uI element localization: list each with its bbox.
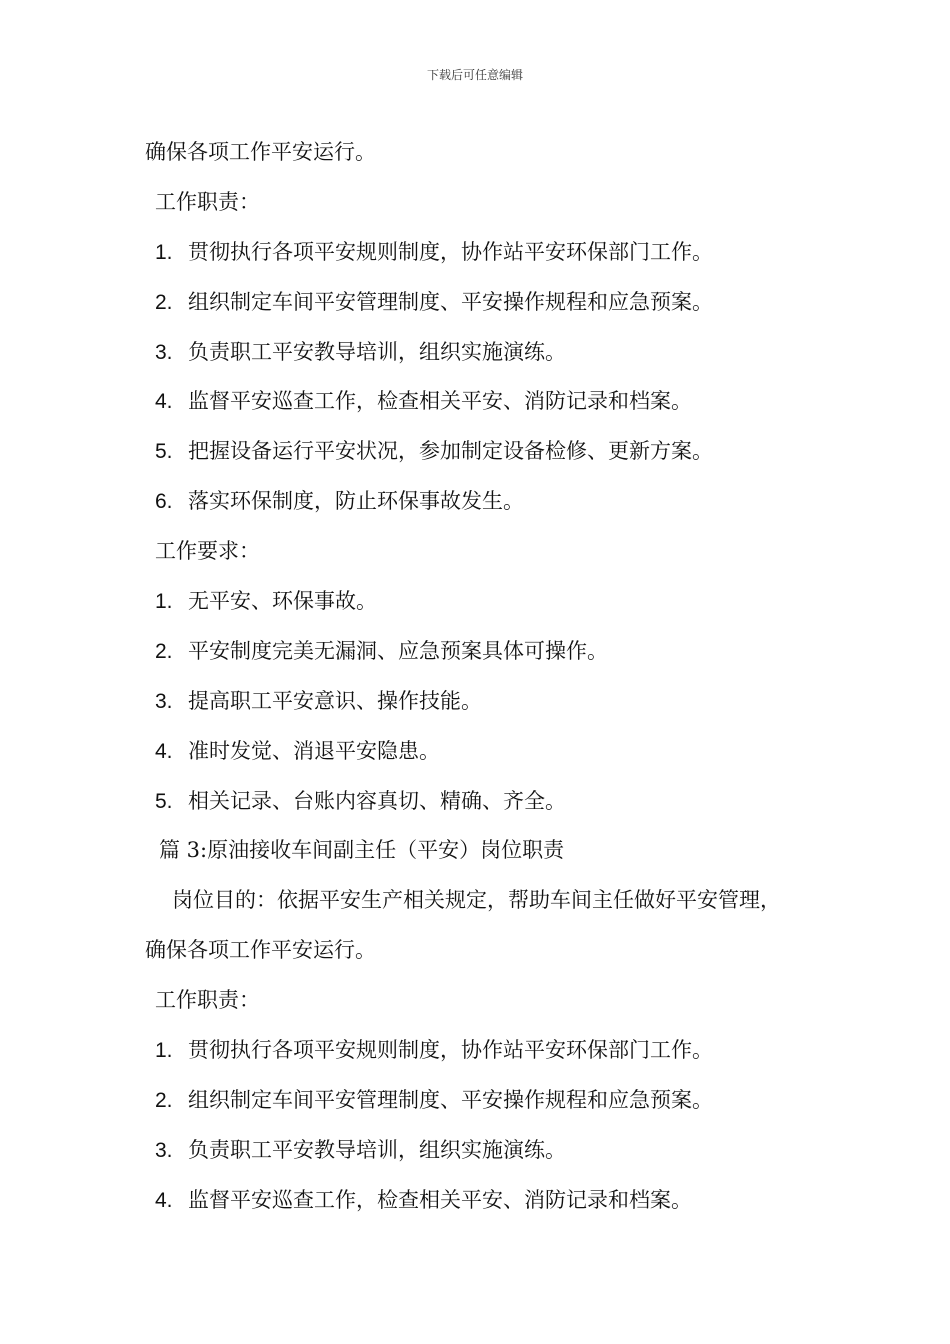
list-item bbox=[145, 1026, 835, 1076]
list-number: 5. bbox=[155, 440, 173, 464]
duties-heading: 工作职责： bbox=[155, 189, 260, 214]
list-item bbox=[145, 477, 835, 527]
list-item bbox=[145, 1176, 835, 1226]
list-number: 4. bbox=[155, 390, 173, 414]
list-text: 相关记录、台账内容真切、精确、齐全。 bbox=[188, 788, 566, 813]
list-number: 5. bbox=[155, 789, 173, 813]
list-item bbox=[145, 278, 835, 328]
list-text: 贯彻执行各项平安规则制度，协作站平安环保部门工作。 bbox=[188, 1038, 713, 1063]
list-number: 6. bbox=[155, 490, 173, 514]
list-number: 2. bbox=[155, 639, 173, 663]
list-number: 4. bbox=[155, 739, 173, 763]
list-number: 2. bbox=[155, 290, 173, 314]
purpose-line: 确保各项工作平安运行。 bbox=[145, 938, 376, 963]
list-number: 1. bbox=[155, 1039, 173, 1063]
list-item bbox=[145, 627, 835, 677]
section-title: 篇 3:原油接收车间副主任（平安）岗位职责 bbox=[159, 838, 565, 863]
requirements-heading: 工作要求： bbox=[155, 539, 260, 564]
page-header: 下载后可任意编辑 bbox=[426, 68, 523, 82]
list-number: 3. bbox=[155, 340, 173, 364]
list-text: 准时发觉、消退平安隐患。 bbox=[188, 738, 440, 763]
list-number: 3. bbox=[155, 689, 173, 713]
list-text: 提高职工平安意识、操作技能。 bbox=[188, 688, 482, 713]
list-text: 负责职工平安教导培训，组织实施演练。 bbox=[188, 1137, 566, 1162]
list-text: 组织制定车间平安管理制度、平安操作规程和应急预案。 bbox=[188, 289, 713, 314]
list-text: 监督平安巡查工作，检查相关平安、消防记录和档案。 bbox=[188, 1187, 692, 1212]
list-text: 把握设备运行平安状况，参加制定设备检修、更新方案。 bbox=[188, 439, 713, 464]
list-text: 无平安、环保事故。 bbox=[188, 589, 377, 614]
list-number: 1. bbox=[155, 590, 173, 614]
list-text: 平安制度完美无漏洞、应急预案具体可操作。 bbox=[188, 638, 608, 663]
list-number: 3. bbox=[155, 1138, 173, 1162]
list-number: 4. bbox=[155, 1188, 173, 1212]
list-text: 落实环保制度，防止环保事故发生。 bbox=[188, 489, 524, 514]
list-item bbox=[145, 377, 835, 427]
list-item bbox=[145, 727, 835, 777]
list-item bbox=[145, 427, 835, 477]
list-item bbox=[145, 677, 835, 727]
list-number: 1. bbox=[155, 240, 173, 264]
list-text: 负责职工平安教导培训，组织实施演练。 bbox=[188, 339, 566, 364]
list-item bbox=[145, 228, 835, 278]
duties-heading: 工作职责： bbox=[155, 988, 260, 1013]
list-text: 贯彻执行各项平安规则制度，协作站平安环保部门工作。 bbox=[188, 239, 713, 264]
list-item bbox=[145, 1126, 835, 1176]
list-item bbox=[145, 577, 835, 627]
paragraph-intro-continuation: 确保各项工作平安运行。 bbox=[145, 140, 376, 164]
purpose-line: 岗位目的：依据平安生产相关规定，帮助车间主任做好平安管理， bbox=[172, 888, 781, 913]
list-item bbox=[145, 1076, 835, 1126]
document-body bbox=[145, 128, 835, 1226]
list-number: 2. bbox=[155, 1088, 173, 1112]
list-text: 组织制定车间平安管理制度、平安操作规程和应急预案。 bbox=[188, 1087, 713, 1112]
list-item bbox=[145, 777, 835, 827]
list-text: 监督平安巡查工作，检查相关平安、消防记录和档案。 bbox=[188, 389, 692, 414]
list-item bbox=[145, 328, 835, 378]
